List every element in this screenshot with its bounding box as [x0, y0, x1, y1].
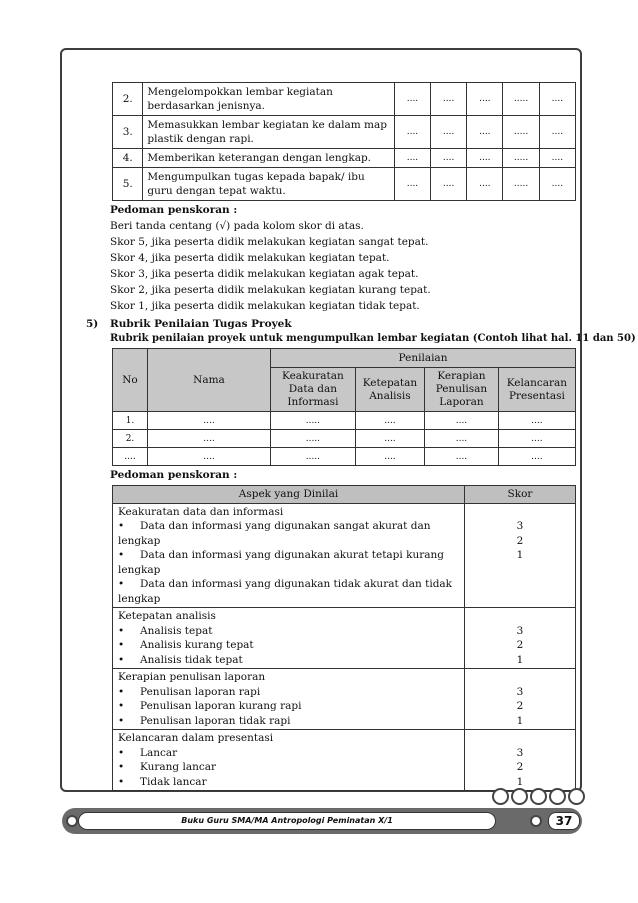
decor-circle	[568, 788, 585, 805]
aspect-item	[118, 775, 459, 790]
pedoman-line: Skor 4, jika peserta didik melakukan kegiatan tepat.	[110, 252, 390, 264]
row-number: 5.	[113, 168, 143, 201]
aspect-item-text: Data dan informasi yang digunakan tidak akurat dan tidak lengkap	[118, 578, 453, 605]
aspect-item	[118, 714, 459, 729]
rubric-cell: ....	[113, 448, 148, 466]
bullet-icon: •	[118, 624, 125, 637]
aspek-header: Aspek yang Dinilai	[113, 486, 465, 504]
aspect-item-text: Kurang lancar	[140, 761, 217, 773]
bullet-icon: •	[118, 700, 125, 712]
aspect-item-text: Data dan informasi yang digunakan akurat tetapi kurang lengkap	[118, 549, 444, 576]
score-value: 2	[516, 761, 524, 773]
table-row	[113, 116, 576, 149]
score-value: 3	[516, 624, 524, 637]
aspect-item-text: Lancar	[140, 746, 178, 759]
scoring-table	[112, 485, 576, 791]
score-spacer	[470, 670, 570, 685]
pedoman-title-1: Pedoman penskoran :	[110, 204, 238, 216]
section-title: Rubrik Penilaian Tugas Proyek	[110, 318, 292, 330]
row-description: Memberikan keterangan dengan lengkap.	[143, 149, 394, 168]
score-value: 1	[516, 549, 524, 561]
score-value: 2	[516, 700, 524, 712]
aspect-item-text: Analisis tepat	[140, 624, 213, 637]
score-value: 2	[516, 534, 524, 547]
score-cell: ....	[394, 149, 430, 168]
bullet-icon: •	[118, 746, 125, 759]
pedoman-line: Skor 3, jika peserta didik melakukan kegiatan agak tepat.	[110, 268, 419, 280]
rubric-cell: ....	[425, 412, 499, 430]
rubric-cell: .....	[271, 412, 356, 430]
pedoman-line: Skor 5, jika peserta didik melakukan kegiatan sangat tepat.	[110, 236, 429, 248]
rubric-cell: ....	[498, 448, 575, 466]
aspect-cell	[113, 669, 465, 730]
aspect-item	[118, 685, 459, 700]
col-nama-header: Nama	[148, 349, 271, 412]
aspect-item	[118, 699, 459, 714]
row-number: 4.	[113, 149, 143, 168]
footer-book-title: Buku Guru SMA/MA Antropologi Peminatan X/1	[78, 812, 496, 830]
col-no-header: No	[113, 349, 148, 412]
page-number: 37	[548, 812, 580, 830]
rubric-cell: 1.	[113, 412, 148, 430]
score-value: 2	[516, 639, 524, 651]
scoring-group	[113, 730, 576, 791]
score-cell: ....	[431, 116, 467, 149]
aspect-title: Kelancaran dalam presentasi	[118, 732, 274, 744]
table-row	[113, 83, 576, 116]
row-description: Mengelompokkan lembar kegiatan berdasarkan jenisnya.	[143, 83, 394, 116]
pedoman-lines-1	[110, 218, 431, 314]
rubric-cell: ....	[355, 430, 424, 448]
row-description: Mengumpulkan tugas kepada bapak/ ibu guru dengan tepat waktu.	[143, 168, 394, 201]
scoring-group	[113, 608, 576, 669]
bullet-icon: •	[118, 775, 125, 788]
aspect-item-text: Penulisan laporan kurang rapi	[140, 700, 302, 712]
bullet-icon: •	[118, 578, 125, 590]
aspect-item-text: Penulisan laporan tidak rapi	[140, 714, 291, 727]
bullet-icon: •	[118, 761, 125, 773]
criteria-header: Kerapian Penulisan Laporan	[425, 368, 499, 412]
rubric-cell: .....	[271, 448, 356, 466]
score-cell: ....	[467, 116, 503, 149]
task-table	[112, 82, 576, 201]
score-cell: ....	[431, 168, 467, 201]
score-cell: ....	[394, 116, 430, 149]
aspect-cell	[113, 608, 465, 669]
aspect-title: Keakuratan data dan informasi	[118, 505, 284, 518]
rubric-cell: ....	[498, 430, 575, 448]
score-value: 1	[516, 714, 524, 727]
aspect-item	[118, 624, 459, 639]
aspect-cell	[113, 503, 465, 608]
score-spacer	[470, 505, 570, 520]
rubric-cell: ....	[425, 430, 499, 448]
pedoman-title-2: Pedoman penskoran :	[110, 469, 238, 481]
section-subtitle: Rubrik penilaian proyek untuk mengumpulkan lembar kegiatan (Contoh lihat hal. 11 dan 50)	[110, 333, 636, 344]
rubric-cell: ....	[148, 412, 271, 430]
aspect-title: Ketepatan analisis	[118, 610, 216, 622]
score-value: 1	[516, 775, 524, 788]
score-cell: .....	[503, 83, 539, 116]
row-number: 3.	[113, 116, 143, 149]
score-cell: .....	[503, 149, 539, 168]
score-spacer	[470, 731, 570, 746]
row-number: 2.	[113, 83, 143, 116]
score-cell: ....	[394, 83, 430, 116]
score-value: 1	[516, 653, 524, 666]
aspect-cell	[113, 730, 465, 791]
bullet-icon: •	[118, 520, 125, 532]
aspect-item-text: Analisis kurang tepat	[140, 639, 254, 651]
criteria-header: Ketepatan Analisis	[355, 368, 424, 412]
pedoman-line: Skor 2, jika peserta didik melakukan kegiatan kurang tepat.	[110, 284, 431, 296]
bullet-icon: •	[118, 549, 125, 561]
aspect-item	[118, 653, 459, 668]
rubric-table	[112, 348, 576, 466]
criteria-header: Keakuratan Data dan Informasi	[271, 368, 356, 412]
aspect-item	[118, 760, 459, 775]
score-value: 3	[516, 520, 524, 532]
aspect-item	[118, 638, 459, 653]
aspect-title: Kerapian penulisan laporan	[118, 671, 266, 683]
aspect-item	[118, 548, 459, 577]
bullet-icon: •	[118, 653, 125, 666]
score-cell	[465, 730, 576, 791]
table-row	[113, 430, 576, 448]
aspect-item	[118, 746, 459, 761]
score-cell: ....	[539, 83, 575, 116]
score-cell: ....	[431, 83, 467, 116]
rubric-cell: ....	[498, 412, 575, 430]
score-cell: ....	[467, 149, 503, 168]
pedoman-line: Skor 1, jika peserta didik melakukan kegiatan tidak tepat.	[110, 300, 420, 312]
table-row	[113, 149, 576, 168]
score-cell: ....	[539, 149, 575, 168]
penilaian-header: Penilaian	[271, 349, 576, 368]
score-cell	[465, 669, 576, 730]
bullet-icon: •	[118, 639, 125, 651]
row-description: Memasukkan lembar kegiatan ke dalam map plastik dengan rapi.	[143, 116, 394, 149]
aspect-item	[118, 577, 459, 606]
score-cell: .....	[503, 168, 539, 201]
score-cell	[465, 503, 576, 608]
footer-circle	[530, 815, 542, 827]
decor-circle	[492, 788, 509, 805]
skor-header: Skor	[465, 486, 576, 504]
rubric-cell: ....	[355, 412, 424, 430]
rubric-cell: ....	[425, 448, 499, 466]
decor-circle	[549, 788, 566, 805]
rubric-cell: ....	[355, 448, 424, 466]
section-number: 5)	[86, 318, 99, 330]
score-cell: .....	[503, 116, 539, 149]
score-spacer	[470, 609, 570, 624]
rubric-cell: .....	[271, 430, 356, 448]
table-row	[113, 448, 576, 466]
scoring-group	[113, 669, 576, 730]
score-value: 3	[516, 685, 524, 698]
score-cell: ....	[431, 149, 467, 168]
aspect-item-text: Tidak lancar	[140, 775, 207, 788]
score-cell: ....	[467, 83, 503, 116]
score-cell: ....	[539, 116, 575, 149]
criteria-header: Kelancaran Presentasi	[498, 368, 575, 412]
footer-circle	[66, 815, 78, 827]
score-cell: ....	[394, 168, 430, 201]
aspect-item-text: Analisis tidak tepat	[140, 653, 243, 666]
rubric-cell: ....	[148, 448, 271, 466]
score-cell: ....	[539, 168, 575, 201]
score-cell: ....	[467, 168, 503, 201]
score-value: 3	[516, 746, 524, 759]
scoring-group	[113, 503, 576, 608]
bullet-icon: •	[118, 685, 125, 698]
pedoman-line: Beri tanda centang (√) pada kolom skor di atas.	[110, 220, 364, 232]
aspect-item	[118, 519, 459, 548]
aspect-item-text: Penulisan laporan rapi	[140, 685, 261, 698]
decor-circle	[530, 788, 547, 805]
rubric-cell: 2.	[113, 430, 148, 448]
score-cell	[465, 608, 576, 669]
table-row	[113, 412, 576, 430]
aspect-item-text: Data dan informasi yang digunakan sangat akurat dan lengkap	[118, 520, 431, 547]
bullet-icon: •	[118, 714, 125, 727]
table-row	[113, 168, 576, 201]
rubric-cell: ....	[148, 430, 271, 448]
decor-circle	[511, 788, 528, 805]
